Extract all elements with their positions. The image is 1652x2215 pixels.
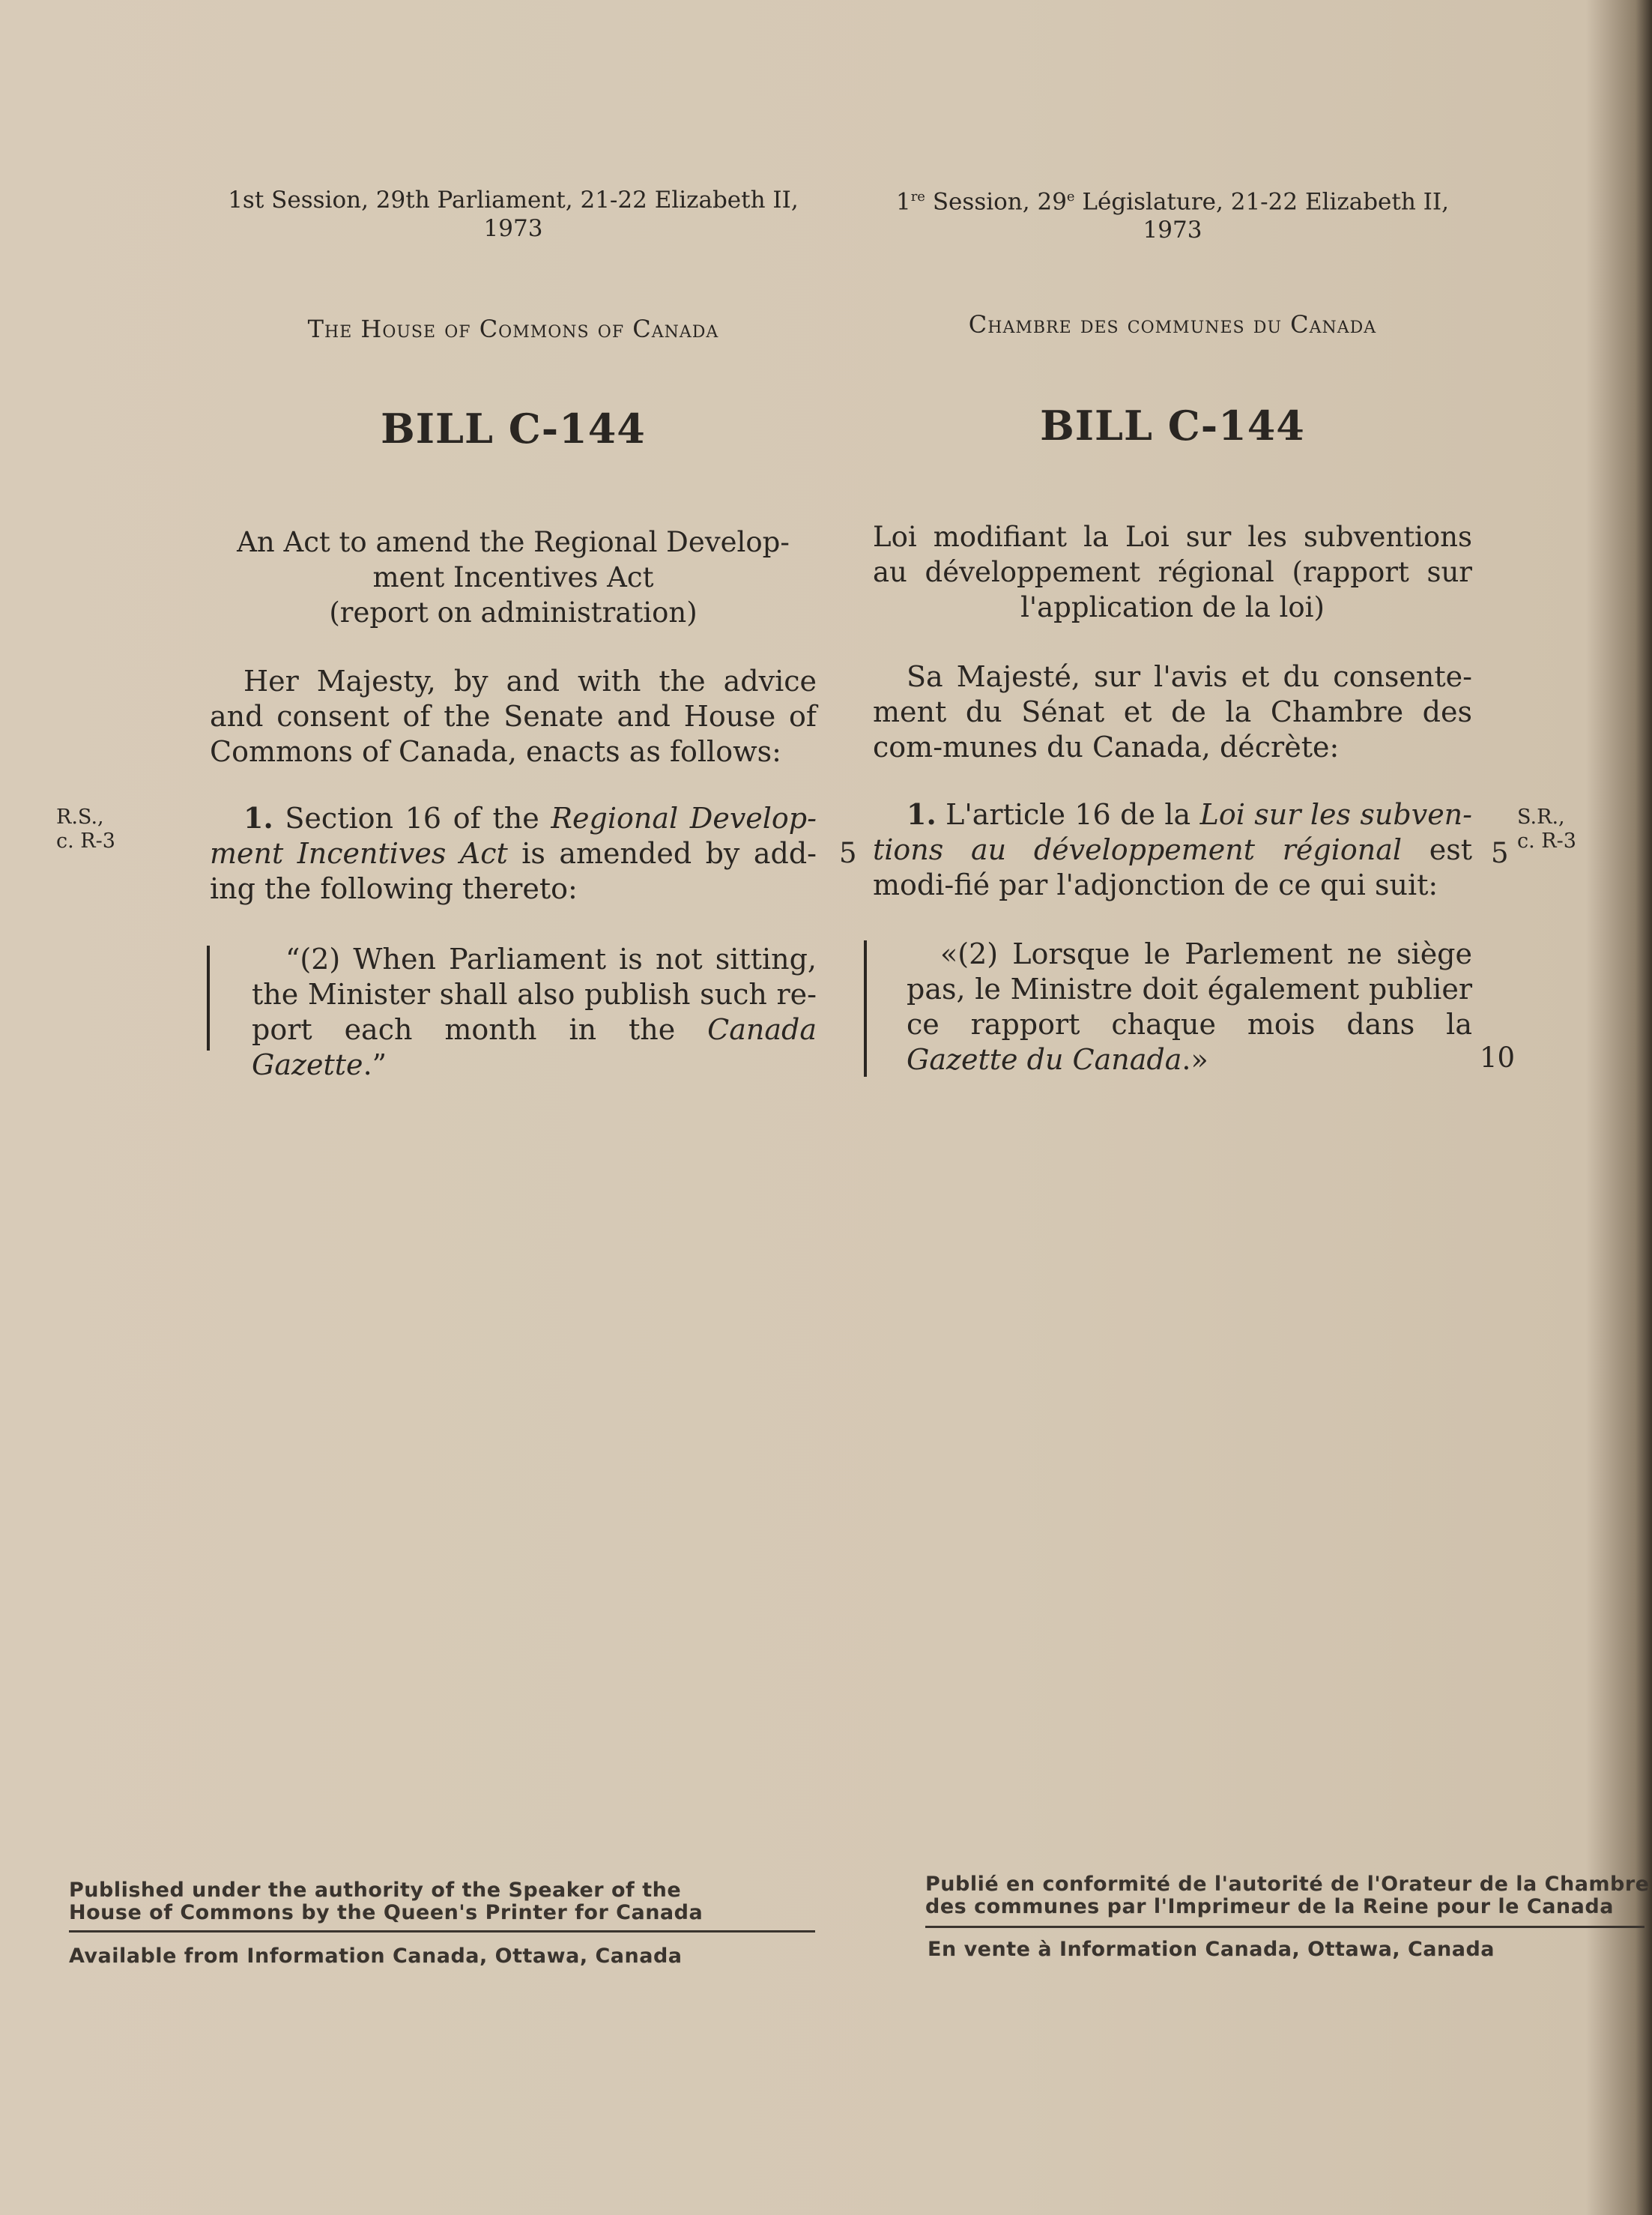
fr-session-line: 1re Session, 29e Législature, 21-22 Elizabeth II, xyxy=(895,188,1450,216)
en-publisher-line-1: Published under the authority of the Speaker of the xyxy=(69,1879,682,1902)
fr-availability: En vente à Information Canada, Ottawa, Canada xyxy=(928,1938,1495,1961)
fr-publisher-line-2: des communes par l'Imprimeur de la Reine pour le Canada xyxy=(925,1895,1614,1918)
en-sub-text-b: .” xyxy=(363,1048,387,1081)
en-margin-line-2: c. R-3 xyxy=(56,830,115,853)
en-enacting-clause xyxy=(210,664,817,770)
en-subsection-2 xyxy=(252,942,817,1083)
fr-publisher-note xyxy=(925,1873,1650,1918)
fr-title-line-2: au développement régional (rapport sur xyxy=(873,556,1472,588)
en-section-text-b: is amended by add-ing the following thereto: xyxy=(210,837,817,905)
en-section-number: 1. xyxy=(243,801,273,835)
en-sub-gazette: Canada Gazette xyxy=(252,1013,817,1081)
fr-publisher-line-1: Publié en conformité de l'autorité de l'Orateur de la Chambre xyxy=(925,1873,1650,1896)
fr-title-line-1: Loi modifiant la Loi sur les subventions xyxy=(873,521,1472,553)
fr-line-number-5: 5 xyxy=(1491,837,1509,869)
fr-title-line-3: l'application de la loi) xyxy=(1020,591,1325,623)
en-line-number-5: 5 xyxy=(839,837,857,869)
fr-sub-text-b: .» xyxy=(1181,1043,1208,1076)
en-margin-note xyxy=(56,806,115,853)
en-availability: Available from Information Canada, Ottawa, Canada xyxy=(69,1944,683,1968)
en-title-line-3: (report on administration) xyxy=(329,596,698,629)
fr-footer-rule xyxy=(925,1926,1645,1928)
en-title-line-1: An Act to amend the Regional Develop- xyxy=(237,526,790,558)
fr-session xyxy=(873,183,1472,244)
en-session-line: 1st Session, 29th Parliament, 21-22 Elizabeth II, xyxy=(228,187,799,214)
en-sub-text-a: “(2) When Parliament is not sitting, the Minister shall also publish such re-port each month in the xyxy=(252,943,817,1046)
en-session xyxy=(210,186,817,243)
fr-sub-gazette: Gazette du Canada xyxy=(907,1043,1182,1076)
fr-sub-text-a: «(2) Lorsque le Parlement ne siège pas, le Ministre doit également publier ce rapport chaque mois dans la xyxy=(907,937,1472,1041)
fr-section-1 xyxy=(873,797,1472,903)
fr-section-loi-name: Loi sur les subven-tions au développement régional xyxy=(873,798,1472,866)
fr-section-text-a: L'article 16 de la xyxy=(936,798,1200,831)
en-footer-rule xyxy=(69,1930,815,1933)
fr-margin-line-1: S.R., xyxy=(1517,806,1565,829)
en-session-year: 1973 xyxy=(483,215,543,242)
en-margin-line-1: R.S., xyxy=(56,806,104,829)
fr-subsection-2 xyxy=(907,937,1472,1078)
fr-session-year: 1973 xyxy=(1143,217,1202,244)
en-house-heading: The House of Commons of Canada xyxy=(307,315,719,343)
en-amendment-bar xyxy=(207,946,210,1051)
en-title-line-2: ment Incentives Act xyxy=(372,561,654,593)
fr-amendment-bar xyxy=(864,940,867,1077)
fr-margin-note xyxy=(1517,806,1576,853)
fr-enact-text: Sa Majesté, sur l'avis et du consente-ment du Sénat et de la Chambre des com-munes du Canada, décrète: xyxy=(873,660,1472,764)
fr-enacting-clause xyxy=(873,659,1472,765)
fr-line-number-10: 10 xyxy=(1480,1042,1516,1074)
fr-section-number: 1. xyxy=(907,797,937,831)
fr-bill-number: BILL C-144 xyxy=(1040,402,1305,450)
fr-house-heading: Chambre des communes du Canada xyxy=(968,310,1377,339)
fr-section-text-b: est modi-fié par l'adjonction de ce qui suit: xyxy=(873,833,1472,901)
en-enact-text: Her Majesty, by and with the advice and consent of the Senate and House of Commons of Canada, enacts as follows: xyxy=(210,665,817,768)
en-bill-title xyxy=(210,525,817,630)
en-publisher-line-2: House of Commons by the Queen's Printer for Canada xyxy=(69,1901,704,1924)
en-publisher-note xyxy=(69,1879,703,1924)
en-section-act-name: Regional Develop-ment Incentives Act xyxy=(210,802,817,870)
fr-margin-line-2: c. R-3 xyxy=(1517,830,1576,853)
en-section-text-a: Section 16 of the xyxy=(273,802,551,835)
fr-bill-title xyxy=(873,519,1472,625)
en-section-1 xyxy=(210,800,817,907)
en-bill-number: BILL C-144 xyxy=(381,405,646,453)
